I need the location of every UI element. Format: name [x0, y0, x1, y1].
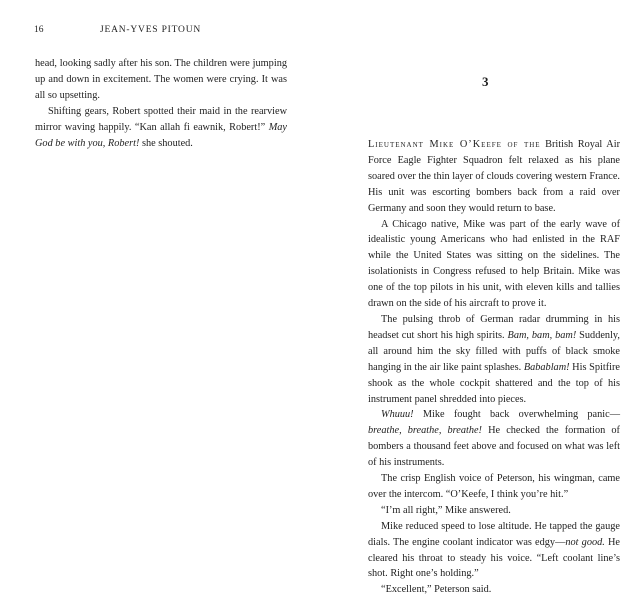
- paragraph: [35, 104, 287, 152]
- text-run: British Royal Air Force Eagle Fighter Squadron felt relaxed as his plane soared over the thin layer of clouds covering western France. His unit was escorting bombers back from a raid over Germany and soon they would return to base.: [368, 139, 621, 214]
- paragraph: [368, 137, 620, 217]
- text-run: He checked the formation of bombers a thousand feet above and focused on what was left of his instruments.: [368, 425, 620, 469]
- italic-text: Whuuu!: [381, 409, 414, 421]
- page-number: 16: [34, 25, 44, 35]
- text-run: she shouted.: [139, 137, 193, 149]
- chapter-number: 3: [482, 74, 489, 89]
- paragraph: [368, 407, 620, 471]
- text-run: A Chicago native, Mike was part of the early wave of idealistic young Americans who had enlisted in the RAF while the United States was sitting on the sidelines. The isolationists in Congress refused to help Britain. Mike was one of the top pilots in his unit, with eleven kills and tallies drawn on the side of his aircraft to prove it.: [368, 218, 620, 310]
- left-page: [0, 0, 320, 480]
- italic-text: May God be with you, Robert!: [35, 121, 287, 149]
- text-run: Shifting gears, Robert spotted their maid in the rearview mirror waving happily. “Kan allah fi eawnik, Robert!”: [35, 105, 287, 133]
- italic-text: not good.: [565, 536, 605, 548]
- paragraph: [368, 217, 620, 312]
- right-page: [320, 0, 640, 596]
- text-run: head, looking sadly after his son. The children were jumping up and down in excitement. The women were crying. It was all so upsetting.: [35, 58, 287, 101]
- paragraph: [368, 471, 620, 503]
- text-run: He cleared his throat to steady his voice. “Left coolant line’s shot. Right one’s holding.”: [368, 536, 620, 580]
- left-page-body-text: [35, 56, 287, 151]
- text-run: Mike fought back overwhelming panic—: [413, 409, 620, 421]
- text-run: “Excellent,” Peterson said.: [381, 584, 492, 596]
- text-run: The crisp English voice of Peterson, his wingman, came over the intercom. “O’Keefe, I think you’re hit.”: [368, 473, 620, 500]
- italic-text: Bam, bam, bam!: [507, 329, 577, 341]
- running-head: JEAN-YVES PITOUN: [100, 25, 202, 35]
- right-page-body-text: [368, 137, 620, 598]
- text-run: The pulsing throb of German radar drumming in his headset cut short his high spirits.: [368, 313, 620, 341]
- text-run: “I’m all right,” Mike answered.: [381, 504, 511, 516]
- italic-text: breathe, breathe, breathe!: [368, 425, 482, 437]
- paragraph: [368, 519, 620, 583]
- paragraph: [368, 312, 620, 407]
- paragraph: [368, 582, 620, 598]
- text-run: Mike reduced speed to lose altitude. He tapped the gauge dials. The engine coolant indicator was edgy—: [368, 520, 620, 548]
- italic-text: Babablam!: [523, 361, 570, 373]
- paragraph: [368, 503, 620, 519]
- paragraph: [35, 56, 287, 104]
- text-run: Suddenly, all around him the sky filled with puffs of black smoke hanging in the air like paint splashes.: [368, 329, 620, 373]
- text-run: His Spitfire shook as the whole cockpit shattered and the top of his instrument panel shredded into pieces.: [368, 361, 620, 405]
- text-run: Lieutenant Mike O’Keefe of the: [368, 139, 541, 150]
